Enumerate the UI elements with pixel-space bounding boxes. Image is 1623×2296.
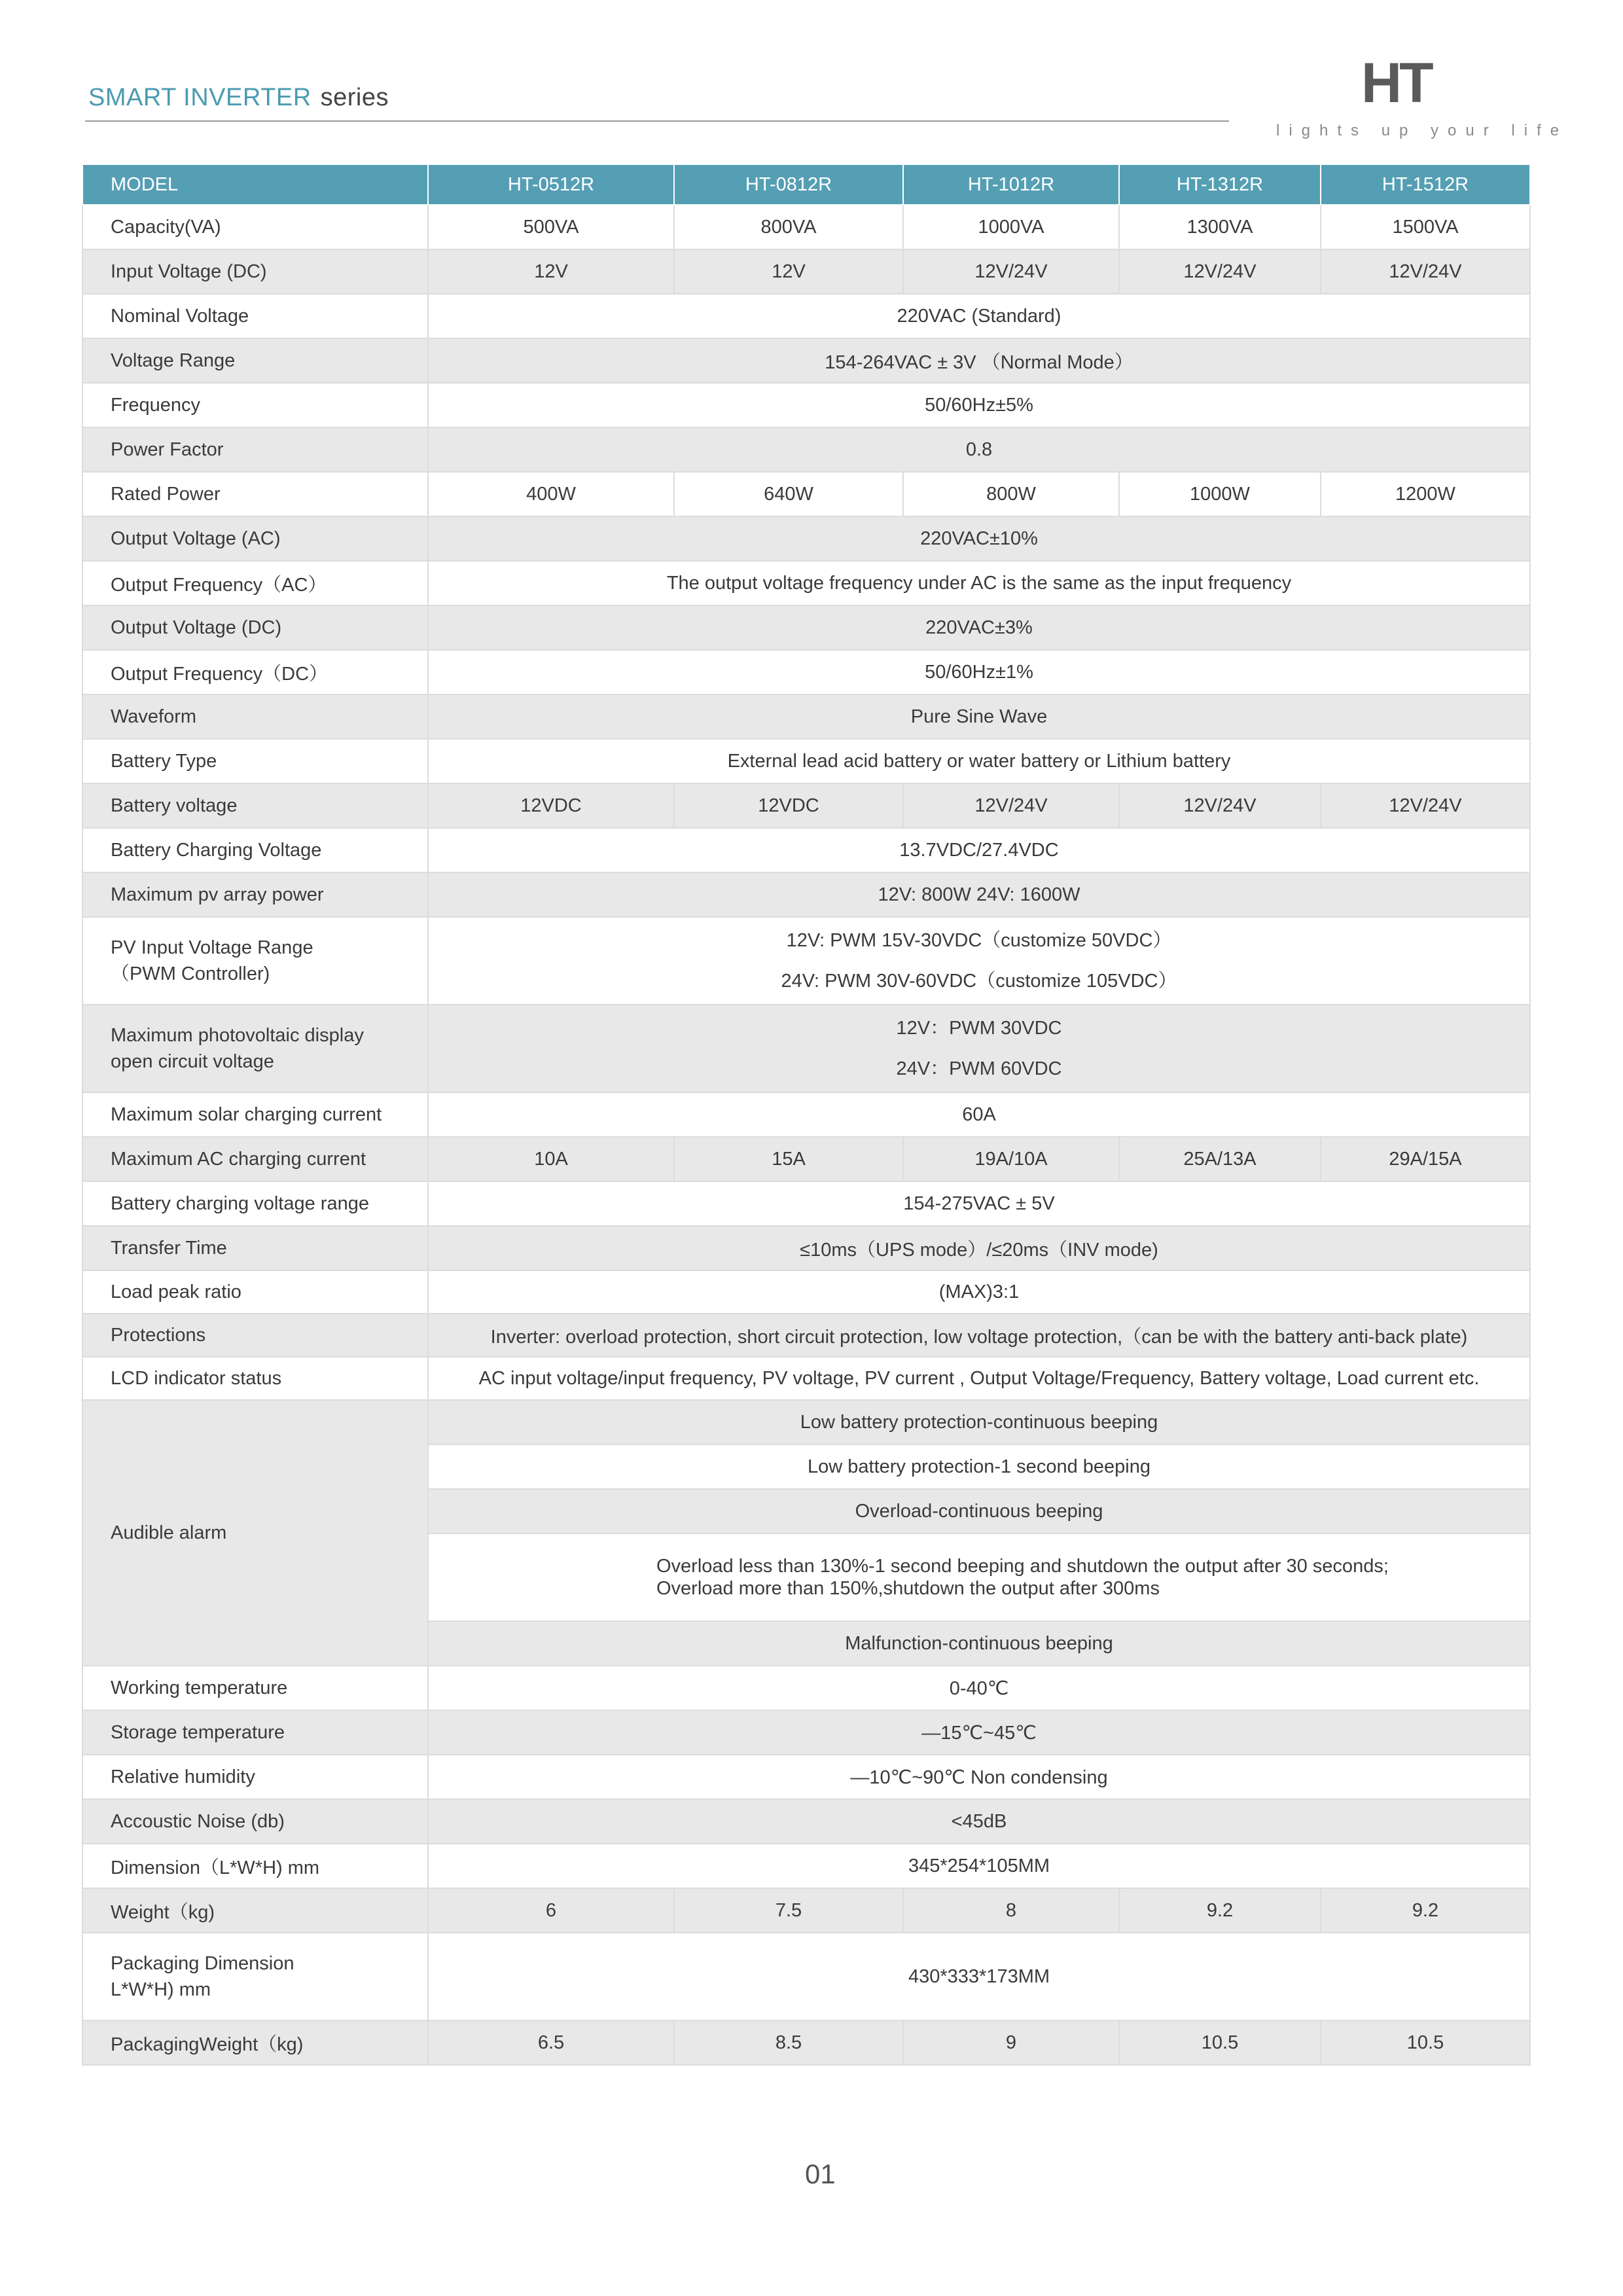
label-line: （PWM Controller) [111,963,270,984]
table-row [82,1137,1530,1181]
title-main: SMART INVERTER [88,84,312,111]
row-label: Maximum AC charging current [82,1137,428,1181]
row-label: Capacity(VA) [82,205,428,249]
cell: 1000W [1119,472,1321,516]
cell: 1000VA [903,205,1119,249]
table-row [82,1092,1530,1137]
cell: Low battery protection-1 second beeping [428,1444,1530,1489]
cell: 800VA [674,205,903,249]
row-label: Storage temperature [82,1710,428,1755]
table-row [82,2020,1530,2065]
row-label: Relative humidity [82,1755,428,1799]
cell: 8.5 [674,2020,903,2065]
cell: 10.5 [1321,2020,1530,2065]
table-row [82,249,1530,294]
model-header: MODEL [82,164,428,205]
page-number: 01 [805,2159,836,2189]
cell: 1200W [1321,472,1530,516]
row-label: Audible alarm [82,1400,428,1666]
row-label: Battery Charging Voltage [82,828,428,872]
table-row [82,650,1530,694]
cell: 12V/24V [903,783,1119,828]
cell: 220VAC (Standard) [428,294,1530,338]
label-line: L*W*H) mm [111,1979,211,2000]
cell: Pure Sine Wave [428,694,1530,739]
row-label: Rated Power [82,472,428,516]
cell: 10A [428,1137,674,1181]
table-row [82,294,1530,338]
table-row [82,605,1530,650]
table-row [82,1888,1530,1933]
cell: 12VDC [674,783,903,828]
cell: 9.2 [1321,1888,1530,1933]
brand-tagline: lights up your life [1276,122,1569,139]
row-label: PackagingWeight（kg) [82,2020,428,2065]
row-label [82,917,428,1005]
table-row [82,1844,1530,1888]
table-row [82,739,1530,783]
cell: <45dB [428,1799,1530,1844]
cell: The output voltage frequency under AC is the same as the input frequency [428,561,1530,605]
cell: 60A [428,1092,1530,1137]
table-row [82,828,1530,872]
table-row [82,694,1530,739]
table-row [82,1357,1530,1400]
cell: 0.8 [428,427,1530,472]
row-label: Output Frequency（AC） [82,561,428,605]
title-series: series [320,84,389,111]
table-row [82,1005,1530,1092]
cell: Malfunction-continuous beeping [428,1621,1530,1666]
cell: 12V/24V [903,249,1119,294]
cell: AC input voltage/input frequency, PV voltage, PV current , Output Voltage/Frequency, Battery voltage, Load current etc. [428,1357,1530,1400]
cell: 12V: 800W 24V: 1600W [428,872,1530,917]
cell: 50/60Hz±1% [428,650,1530,694]
table-row [82,205,1530,249]
row-label: Transfer Time [82,1226,428,1270]
cell: 50/60Hz±5% [428,383,1530,427]
table-row [82,1710,1530,1755]
table-row [82,872,1530,917]
cell: (MAX)3:1 [428,1270,1530,1314]
model-cell: HT-0812R [674,164,903,205]
row-label: Input Voltage (DC) [82,249,428,294]
cell: 6.5 [428,2020,674,2065]
cell: 9.2 [1119,1888,1321,1933]
table-row [82,1799,1530,1844]
cell: 15A [674,1137,903,1181]
cell: 12V/24V [1119,249,1321,294]
row-label: Load peak ratio [82,1270,428,1314]
row-label: Dimension（L*W*H) mm [82,1844,428,1888]
value-line: 12V: PWM 15V-30VDC（customize 50VDC） [786,930,1172,951]
value-line: 12V：PWM 30VDC [896,1018,1062,1039]
label-line: open circuit voltage [111,1051,274,1072]
row-label: Maximum solar charging current [82,1092,428,1137]
cell: 154-275VAC ± 5V [428,1181,1530,1226]
row-label: Output Voltage (DC) [82,605,428,650]
cell: 12VDC [428,783,674,828]
cell: External lead acid battery or water battery or Lithium battery [428,739,1530,783]
row-label: Output Voltage (AC) [82,516,428,561]
row-label: Output Frequency（DC） [82,650,428,694]
table-row [82,917,1530,1005]
row-label: Accoustic Noise (db) [82,1799,428,1844]
cell: 19A/10A [903,1137,1119,1181]
cell: 154-264VAC ± 3V （Normal Mode） [428,338,1530,383]
cell: 500VA [428,205,674,249]
row-label: Protections [82,1314,428,1357]
row-label: Working temperature [82,1666,428,1710]
table-row [82,1314,1530,1357]
value-line: 24V: PWM 30V-60VDC（customize 105VDC） [781,971,1177,992]
cell: 12V/24V [1321,249,1530,294]
row-label: Frequency [82,383,428,427]
cell: 10.5 [1119,2020,1321,2065]
table-row [82,783,1530,828]
model-cell: HT-1312R [1119,164,1321,205]
cell: —15℃~45℃ [428,1710,1530,1755]
cell: 25A/13A [1119,1137,1321,1181]
table-row [82,338,1530,383]
row-label: Maximum pv array power [82,872,428,917]
table-row [82,1226,1530,1270]
cell: 29A/15A [1321,1137,1530,1181]
cell: 6 [428,1888,674,1933]
model-cell: HT-1512R [1321,164,1530,205]
cell: 12V [428,249,674,294]
label-line: Maximum photovoltaic display [111,1025,364,1046]
row-label [82,1005,428,1092]
page-title [88,84,389,112]
row-label: Power Factor [82,427,428,472]
row-label: Battery voltage [82,783,428,828]
cell: Low battery protection-continuous beeping [428,1400,1530,1444]
table-header-row [82,164,1530,205]
cell: ≤10ms（UPS mode）/≤20ms（INV mode) [428,1226,1530,1270]
cell: 9 [903,2020,1119,2065]
row-label: Battery charging voltage range [82,1181,428,1226]
cell: Overload-continuous beeping [428,1489,1530,1534]
cell: 12V [674,249,903,294]
table-row [82,1933,1530,2020]
cell: —10℃~90℃ Non condensing [428,1755,1530,1799]
cell: 220VAC±10% [428,516,1530,561]
row-label [82,1933,428,2020]
table-row [82,427,1530,472]
row-label: Waveform [82,694,428,739]
cell: Inverter: overload protection, short circuit protection, low voltage protection,（can be with the battery anti-back plate) [428,1314,1530,1357]
cell: 640W [674,472,903,516]
table-row [82,516,1530,561]
row-label: Weight（kg) [82,1888,428,1933]
label-line: Packaging Dimension [111,1953,294,1974]
table-row [82,472,1530,516]
cell [428,1534,1530,1621]
model-cell: HT-1012R [903,164,1119,205]
value-line: 24V：PWM 60VDC [896,1058,1062,1079]
cell: 12V/24V [1119,783,1321,828]
cell [428,917,1530,1005]
cell: 800W [903,472,1119,516]
model-cell: HT-0512R [428,164,674,205]
table-row [82,1400,1530,1444]
table-row [82,1270,1530,1314]
cell: 12V/24V [1321,783,1530,828]
header-divider [85,120,1229,122]
row-label: Nominal Voltage [82,294,428,338]
cell: 7.5 [674,1888,903,1933]
cell: 0-40℃ [428,1666,1530,1710]
row-label: LCD indicator status [82,1357,428,1400]
brand-logo: HT [1361,52,1431,115]
cell: 1500VA [1321,205,1530,249]
value-line: Overload less than 130%-1 second beeping and shutdown the output after 30 seconds; [656,1556,1389,1577]
table-row [82,1181,1530,1226]
table-row [82,383,1530,427]
spec-table [82,164,1531,2066]
table-row [82,1666,1530,1710]
row-label: Voltage Range [82,338,428,383]
label-line: PV Input Voltage Range [111,937,313,958]
cell: 400W [428,472,674,516]
cell: 1300VA [1119,205,1321,249]
row-label: Battery Type [82,739,428,783]
cell: 13.7VDC/27.4VDC [428,828,1530,872]
table-row [82,561,1530,605]
cell: 345*254*105MM [428,1844,1530,1888]
value-line: Overload more than 150%,shutdown the output after 300ms [656,1578,1160,1599]
table-row [82,1755,1530,1799]
cell: 430*333*173MM [428,1933,1530,2020]
cell: 8 [903,1888,1119,1933]
cell: 220VAC±3% [428,605,1530,650]
cell [428,1005,1530,1092]
